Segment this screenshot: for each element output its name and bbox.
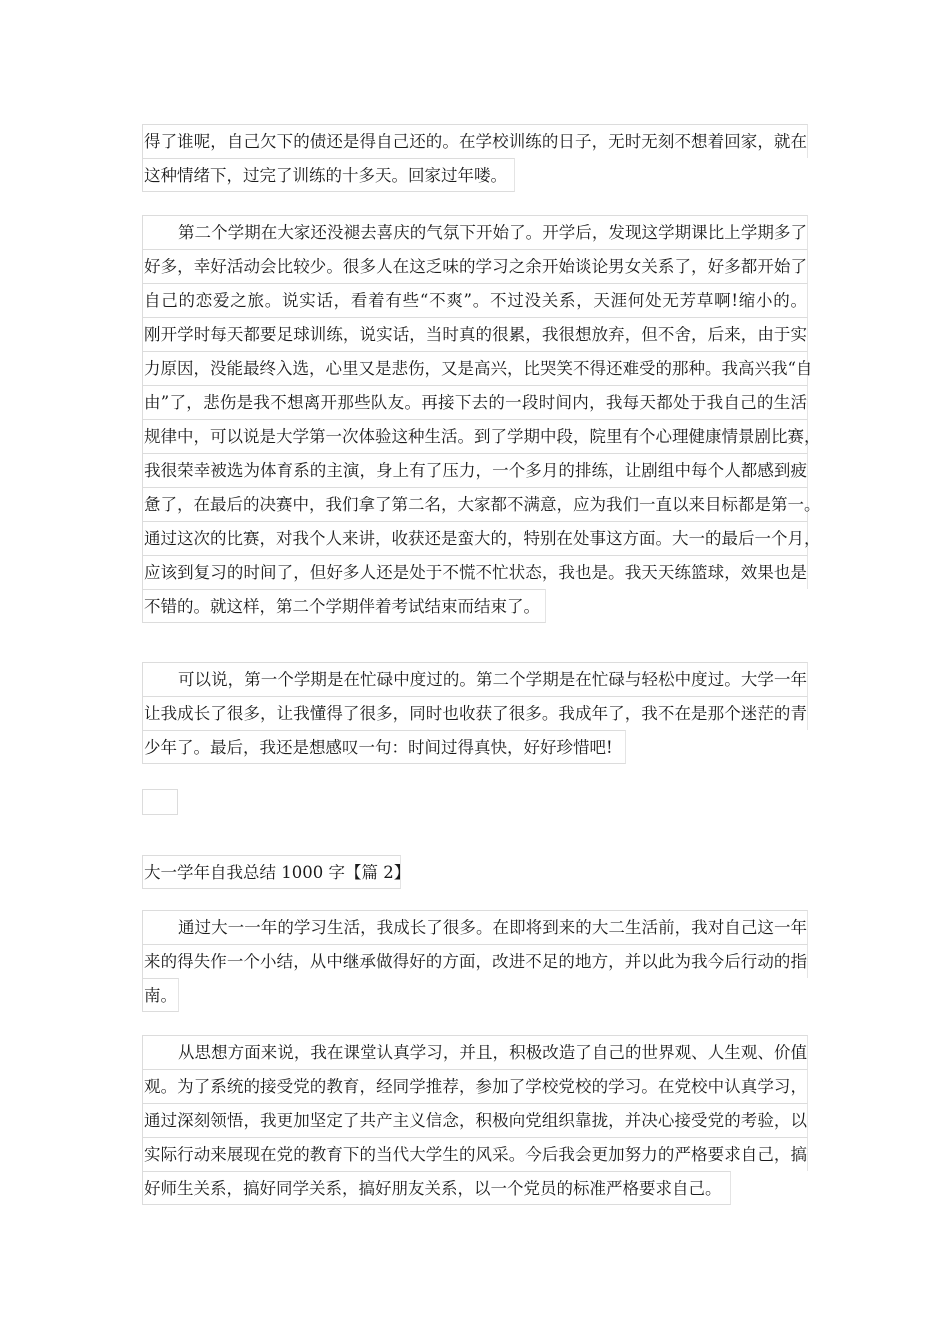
text-line: 不错的。就这样，第二个学期伴着考试结束而结束了。 [142,589,546,623]
section-heading: 大一学年自我总结 1000 字【篇 2】 [142,855,401,889]
text-line: 南。 [142,978,179,1012]
text-line: 这种情绪下，过完了训练的十多天。回家过年喽。 [142,158,515,192]
text-line: 规律中，可以说是大学第一次体验这种生活。到了学期中段，院里有个心理健康情景剧比赛， [142,419,808,453]
text-line: 应该到复习的时间了，但好多人还是处于不慌不忙状态，我也是。我天天练篮球，效果也是 [142,555,808,589]
text-line: 刚开学时每天都要足球训练，说实话，当时真的很累，我很想放弃，但不舍，后来，由于实 [142,317,808,351]
text-line: 第二个学期在大家还没褪去喜庆的气氛下开始了。开学后，发现这学期课比上学期多了 [142,215,808,249]
text-line: 通过大一一年的学习生活，我成长了很多。在即将到来的大二生活前，我对自己这一年 [142,910,808,944]
text-line: 可以说，第一个学期是在忙碌中度过的。第二个学期是在忙碌与轻松中度过。大学一年 [142,662,808,696]
text-line: 实际行动来展现在党的教育下的当代大学生的风采。今后我会更加努力的严格要求自己，搞 [142,1137,808,1171]
text-line: 好多，幸好活动会比较少。很多人在这乏味的学习之余开始谈论男女关系了，好多都开始了 [142,249,808,283]
text-line: 让我成长了很多，让我懂得了很多，同时也收获了很多。我成年了，我不在是那个迷茫的青 [142,696,808,730]
text-line: 好师生关系，搞好同学关系，搞好朋友关系，以一个党员的标准严格要求自己。 [142,1171,731,1205]
text-line: 惫了，在最后的决赛中，我们拿了第二名，大家都不满意，应为我们一直以来目标都是第一。 [142,487,808,521]
text-line: 自己的恋爱之旅。说实话，看着有些“不爽”。不过没关系，天涯何处无芳草啊!缩小的。 [142,283,808,317]
text-line: 通过这次的比赛，对我个人来讲，收获还是蛮大的，特别在处事这方面。大一的最后一个月， [142,521,808,555]
text-line: 少年了。最后，我还是想感叹一句：时间过得真快，好好珍惜吧! [142,730,626,764]
text-line: 力原因，没能最终入选，心里又是悲伤，又是高兴，比哭笑不得还难受的那种。我高兴我“自 [142,351,808,385]
empty-frame [142,789,178,815]
text-line: 观。为了系统的接受党的教育，经同学推荐，参加了学校党校的学习。在党校中认真学习， [142,1069,808,1103]
text-line: 从思想方面来说，我在课堂认真学习，并且，积极改造了自己的世界观、人生观、价值 [142,1035,808,1069]
text-line: 我很荣幸被选为体育系的主演，身上有了压力，一个多月的排练，让剧组中每个人都感到疲 [142,453,808,487]
text-line: 来的得失作一个小结，从中继承做得好的方面，改进不足的地方，并以此为我今后行动的指 [142,944,808,978]
text-line: 得了谁呢，自己欠下的债还是得自己还的。在学校训练的日子，无时无刻不想着回家，就在 [142,124,808,158]
text-line: 由”了，悲伤是我不想离开那些队友。再接下去的一段时间内，我每天都处于我自己的生活 [142,385,808,419]
text-line: 通过深刻领悟，我更加坚定了共产主义信念，积极向党组织靠拢，并决心接受党的考验，以 [142,1103,808,1137]
